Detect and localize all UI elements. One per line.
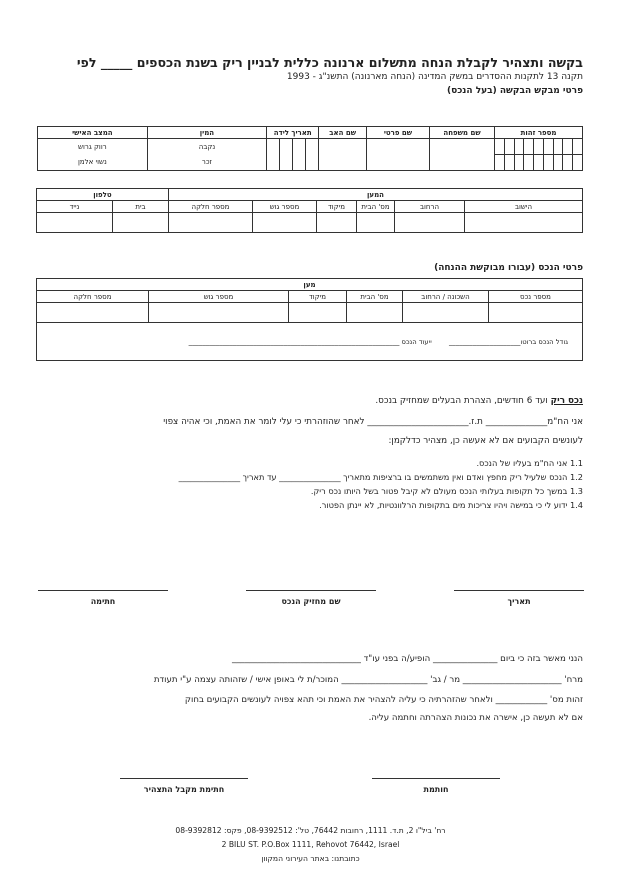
col-last-name: שם משפחה (429, 127, 494, 139)
footer-website: כתובתנו: באתר העירוני המקוון (261, 854, 360, 863)
property-number-cell[interactable] (489, 303, 583, 323)
id-digit-cell[interactable] (553, 139, 563, 155)
col-parcel: מספר חלקה (168, 201, 252, 213)
id-digit-cell[interactable] (504, 155, 514, 171)
property-address-header: מען (36, 279, 582, 291)
declaration-heading-rest: ועד 6 חודשים, הצהרת הבעלים שמחזיק בנכס. (375, 396, 551, 406)
id-digit-cell[interactable] (514, 155, 524, 171)
id-digit-cell[interactable] (553, 155, 563, 171)
col-home-phone: בית (112, 201, 168, 213)
birth-date-cell[interactable] (293, 139, 306, 171)
city-cell[interactable] (465, 213, 583, 233)
signature-line[interactable] (38, 590, 168, 591)
birth-date-cell[interactable] (267, 139, 280, 171)
id-digit-cell[interactable] (534, 155, 544, 171)
col-property-house-number: מס' הבית (347, 291, 403, 303)
id-digit-cell[interactable] (563, 155, 573, 171)
footer-address-english: 2 BILU ST. P.O.Box 1111, Rehovot 76442, Israel (221, 840, 400, 849)
col-city: הישוב (465, 201, 583, 213)
attestation-line-3: זהות מס' ____________ ולאחר שהזהרתיה כי עליה להצהיר את האמת וכי תהא צפויה לעונשים הקבועים בחוק (184, 695, 583, 705)
col-father-name: שם האב (319, 127, 367, 139)
applicant-table (37, 126, 583, 171)
col-house-number: מס' הבית (357, 201, 395, 213)
date-label: תאריך (507, 597, 531, 606)
col-neighborhood-street: השכונה / הרחוב (403, 291, 489, 303)
holder-name-label: שם מחזיק הנכס (281, 597, 341, 606)
col-gender: המין (147, 127, 266, 139)
date-signature-line[interactable] (454, 590, 584, 591)
first-name-cell[interactable] (367, 139, 430, 171)
id-digit-cell[interactable] (495, 155, 505, 171)
mobile-cell[interactable] (36, 213, 112, 233)
property-size-purpose-row[interactable] (36, 323, 582, 361)
col-property-block: מספר גוש (149, 291, 289, 303)
property-parcel-cell[interactable] (36, 303, 148, 323)
last-name-cell[interactable] (429, 139, 494, 171)
house-number-cell[interactable] (357, 213, 395, 233)
recipient-signature-label: חתימת מקבל התצהיר (143, 785, 225, 794)
id-digit-cell[interactable] (543, 139, 553, 155)
father-name-cell[interactable] (319, 139, 367, 171)
id-digit-cell[interactable] (573, 139, 583, 155)
gender-option-male[interactable]: זכר (147, 155, 266, 171)
declaration-item-4: 1.4 ידוע לי כי במישה ויהיו צריכות מים בתקופות הרלוונטיות, לא יינתן הפטור. (319, 500, 583, 510)
phone-group-header: טלפון (36, 189, 168, 201)
holder-name-signature-line[interactable] (246, 590, 376, 591)
signature-label: חתימה (90, 597, 116, 606)
id-digit-cell[interactable] (534, 139, 544, 155)
col-id-number: מספר זהות (495, 127, 583, 139)
status-option-single-divorced[interactable]: רווק גרוש (38, 139, 148, 155)
zip-cell[interactable] (317, 213, 357, 233)
declaration-line-2: לעונשים הקבועים אם לא אעשה כן, מצהיר כדלקמן: (388, 436, 583, 446)
id-digit-cell[interactable] (563, 139, 573, 155)
birth-date-cell[interactable] (280, 139, 293, 171)
col-block: מספר גוש (253, 201, 317, 213)
property-house-cell[interactable] (347, 303, 403, 323)
declaration-item-1: 1.1 אני הח"מ בעליו של הנכס. (476, 458, 583, 468)
col-zip: מיקוד (317, 201, 357, 213)
attestation-line-1: הנני מאשר בזה כי ביום _______________ הופיע/ה בפני עו"ד ______________________________ (231, 654, 583, 664)
birth-date-cell[interactable] (306, 139, 319, 171)
block-cell[interactable] (253, 213, 317, 233)
home-phone-cell[interactable] (112, 213, 168, 233)
id-digit-cell[interactable] (495, 139, 505, 155)
id-digit-cell[interactable] (524, 155, 534, 171)
col-first-name: שם פרטי (367, 127, 430, 139)
id-digit-cell[interactable] (504, 139, 514, 155)
id-digit-cell[interactable] (524, 139, 534, 155)
property-zip-cell[interactable] (289, 303, 347, 323)
col-property-number: מספר נכס (489, 291, 583, 303)
declaration-item-3: 1.3 במשך כל תקופות בעלותי הנכס מעולם לא קיבל פטור בשל היותו נכס ריק. (310, 486, 583, 496)
col-property-parcel: מספר חלקה (36, 291, 148, 303)
property-block-cell[interactable] (149, 303, 289, 323)
col-marital-status: המצב האישי (38, 127, 148, 139)
col-mobile: נייד (36, 201, 112, 213)
footer-address-hebrew: רח' ביל"ו 2, ת.ד. 1111, רחובות 76442, טל': 08-9392512, פקס: 08-9392812 (175, 826, 446, 835)
property-table (36, 278, 583, 361)
declaration-item-2: 1.2 הנכס שלעיל ריק מחפץ ואדם ואין משתמשים בו ברציפות מתאריך _______________ עד תאריך _______________ (178, 472, 583, 482)
property-section-title: פרטי הנכס (עבורו מבוקשת ההנחה) (434, 263, 583, 273)
col-property-zip: מיקוד (289, 291, 347, 303)
stamp-line[interactable] (372, 778, 500, 779)
col-street: הרחוב (395, 201, 465, 213)
empty-property-heading: נכס ריק (550, 396, 583, 406)
col-birth-date: תאריך לידה (267, 127, 319, 139)
attestation-line-2: מרח' _______________________ מר / גב' ____________________ המוכר/ת לי באופן אישי / שזהותה עצמה ע"י תעודת (153, 675, 583, 685)
attestation-line-4: אם לא תעשה כן, אישרה את נכונות הצהרתה וחתמה עליה. (368, 713, 583, 723)
id-digit-cell[interactable] (543, 155, 553, 171)
neighborhood-cell[interactable] (403, 303, 489, 323)
parcel-cell[interactable] (168, 213, 252, 233)
property-purpose-label: ייעוד הנכס ______________________________________________________________ (188, 337, 432, 346)
recipient-signature-line[interactable] (120, 778, 248, 779)
street-cell[interactable] (395, 213, 465, 233)
property-size-label: גודל הנכס ברוטו_____________________ (449, 337, 568, 346)
id-digit-cell[interactable] (573, 155, 583, 171)
address-table (36, 188, 583, 233)
regulation-subtitle: תקנה 13 לתקנות ההסדרים במשק המדינה (הנחה מארנונה) התשנ"ג - 1993 (286, 72, 583, 82)
page-title: בקשה ותצהיר לקבלת הנחה מתשלום ארנונה כללית לבניין ריק בשנת הכספים _____ לפי (76, 55, 583, 70)
applicant-section-title: פרטי מבקש הבקשה (בעל הנכס) (446, 86, 583, 96)
stamp-label: חותמת (423, 785, 449, 794)
declaration-line-1: אני הח"מ______________ ת.ז._______________________ לאחר שהוזהרתי כי עלי לומר את האמת, וכי אהיה צפוי (163, 417, 583, 427)
declaration-heading (35, 396, 583, 406)
address-group-header: המען (168, 189, 582, 201)
gender-option-female[interactable]: נקבה (147, 139, 266, 155)
status-option-married-widowed[interactable]: נשוי אלמן (38, 155, 148, 171)
id-digit-cell[interactable] (514, 139, 524, 155)
